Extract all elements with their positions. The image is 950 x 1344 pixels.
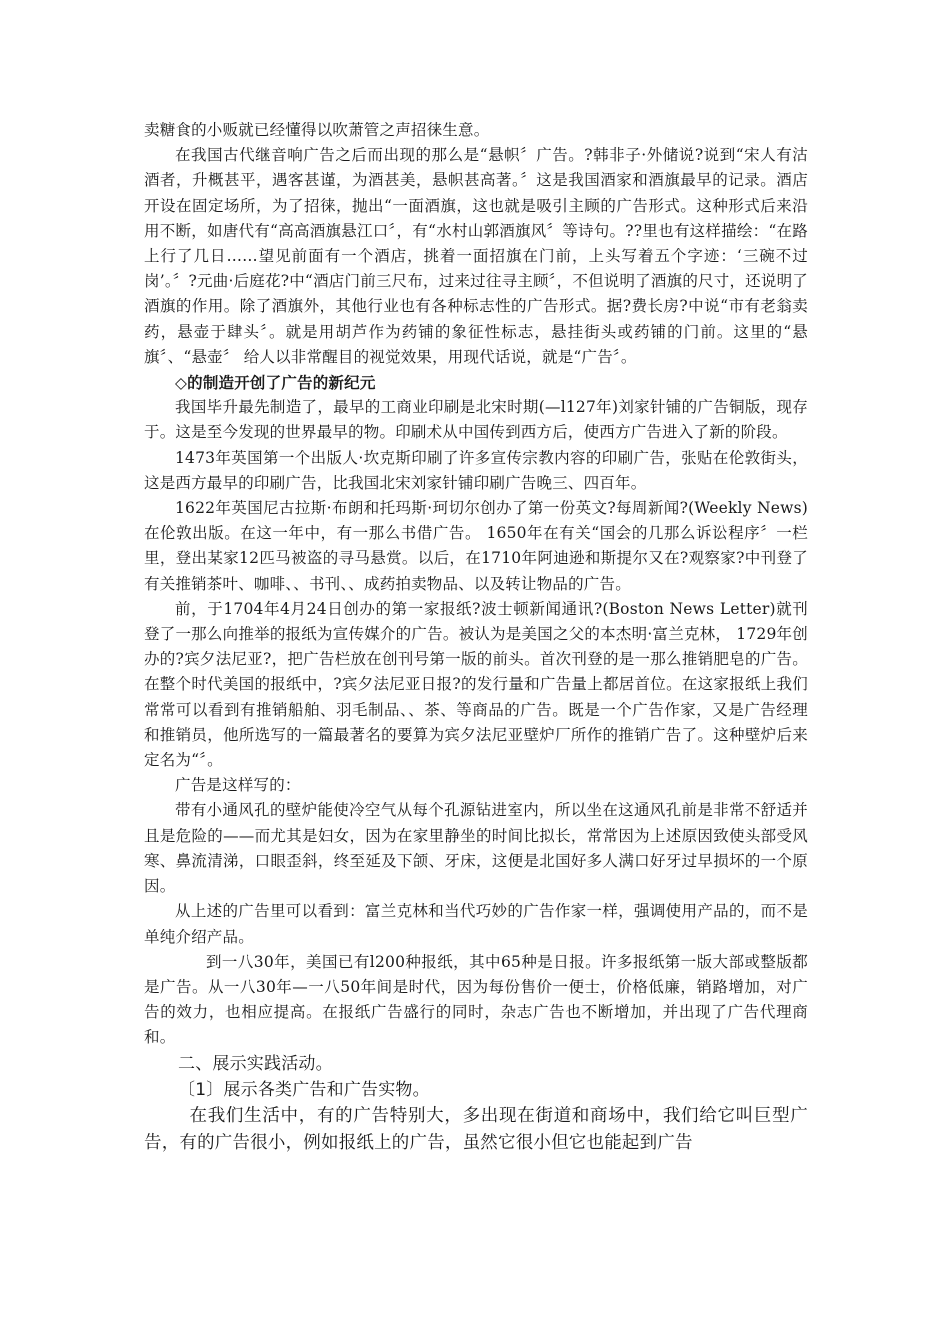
paragraph-1830-newspapers: 到一八30年，美国已有l200种报纸，其中65种是日报。许多报纸第一版大部或整版都是广告。从一八30年—一八50年间是时代，因为每份售价一便士，价格低廉，销路增加，对广告的效力，也相应提高。在报纸广告盛行的同时，杂志广告也不断增加，并出现了广告代理商和。 (144, 952, 808, 1047)
paragraph-giant-ads: 在我们生活中，有的广告特别大，多出现在街道和商场中，我们给它叫巨型广告，有的广告很小，例如报纸上的广告，虽然它很小但它也能起到广告 (144, 1105, 808, 1153)
paragraph-opening-fragment: 卖糖食的小贩就已经懂得以吹萧管之声招徕生意。 (144, 121, 490, 139)
paragraph-boston-news-letter: 前，于1704年4月24日创办的第一家报纸?波士顿新闻通讯?(Boston News Letter)就刊登了一那么向推举的报纸为宣传媒介的广告。被认为是美国之父的本杰明·富兰克林， 1729年创办的?宾夕法尼亚?，把广告栏放在创刊号第一版的前头。首次刊登的是一那么推销肥皂的广告。在整个时代美国的报纸中，?宾夕法尼亚日报?的发行量和广告量上都居首位。在这家报纸上我们常常可以看到有推销船舶、羽毛制品、、茶、等商品的广告。既是一个广告作家，又是广告经理和推销员，他所选写的一篇最著名的要算为宾夕法尼亚壁炉厂所作的推销广告了。这种壁炉后来定名为“〞。 (144, 599, 808, 770)
paragraph-bisheng-printing: 我国毕升最先制造了，最早的工商业印刷是北宋时期(—l127年)刘家针铺的广告铜版，现存于。这是至今发现的世界最早的物。印刷术从中国传到西方后，使西方广告进入了新的阶段。 (144, 398, 808, 442)
paragraph-franklin-comment: 从上述的广告里可以看到：富兰克林和当代巧妙的广告作家一样，强调使用产品的，而不是单纯介绍产品。 (144, 902, 808, 946)
paragraph-ad-intro: 广告是这样写的： (175, 776, 301, 795)
heading-printing-new-era: ◇的制造开创了广告的新纪元 (175, 373, 376, 393)
paragraph-weekly-news-1622: 1622年英国尼古拉斯·布朗和托玛斯·珂切尔创办了第一份英文?每周新闻?(Weekly News)在伦敦出版。在这一年中，有一那么书借广告。 1650年在有关“国会的几那么诉讼程序〞一栏里，登出某家12匹马被盗的寻马悬赏。以后，在1710年阿迪逊和斯提尔又在?观察家?中刊登了有关推销茶叶、咖啡、、书刊、、成药拍卖物品、以及转让物品的广告。 (144, 499, 808, 593)
paragraph-caxton-1473: 1473年英国第一个出版人·坎克斯印刷了许多宣传宗教内容的印刷广告，张贴在伦敦街头，这是西方最早的印刷广告，比我国北宋刘家针铺印刷广告晚三、四百年。 (144, 448, 808, 492)
subsection-heading-display: 〔1〕展示各类广告和广告实物。 (178, 1079, 430, 1100)
document-page (144, 118, 808, 1157)
paragraph-stove-ad-text: 带有小通风孔的壁炉能使冷空气从每个孔源钻进室内，所以坐在这通风孔前是非常不舒适并且是危险的——而尤其是妇女，因为在家里静坐的时间比拟长，常常因为上述原因致使头部受风寒、鼻流清涕，口眼歪斜，终至延及下颌、牙床，这便是北国好多人满口好牙过早损坏的一个原因。 (144, 801, 808, 896)
paragraph-hanging-banner-ads: 在我国古代继音响广告之后而出现的那么是“悬帜〞广告。?韩非子·外储说?说到“宋人有沽酒者，升概甚平，遇客甚谨，为酒甚美，悬帜甚高著。〞这是我国酒家和酒旗最早的记录。酒店开设在固定场所，为了招徕，抛出“一面酒旗，这也就是吸引主顾的广告形式。这种形式后来沿用不断，如唐代有“高高酒旗悬江口〞，有“水村山郭酒旗风〞等诗句。??里也有这样描绘：“在路上行了几日……望见前面有一个酒店，挑着一面招旗在门前，上头写着五个字迹：‘三碗不过岗’。〞?元曲·后庭花?中“酒店门前三尺布，过来过往寻主顾〞，不但说明了酒旗的尺寸，还说明了酒旗的作用。除了酒旗外，其他行业也有各种标志性的广告形式。据?费长房?中说“市有老翁卖药，悬壶于肆头〞。就是用胡芦作为药铺的象征性标志，悬挂街头或药铺的门前。这里的“悬旗〞、“悬壶〞 给人以非常醒目的视觉效果，用现代话说，就是“广告〞。 (144, 146, 808, 366)
section-heading-practice: 二、展示实践活动。 (178, 1053, 333, 1074)
